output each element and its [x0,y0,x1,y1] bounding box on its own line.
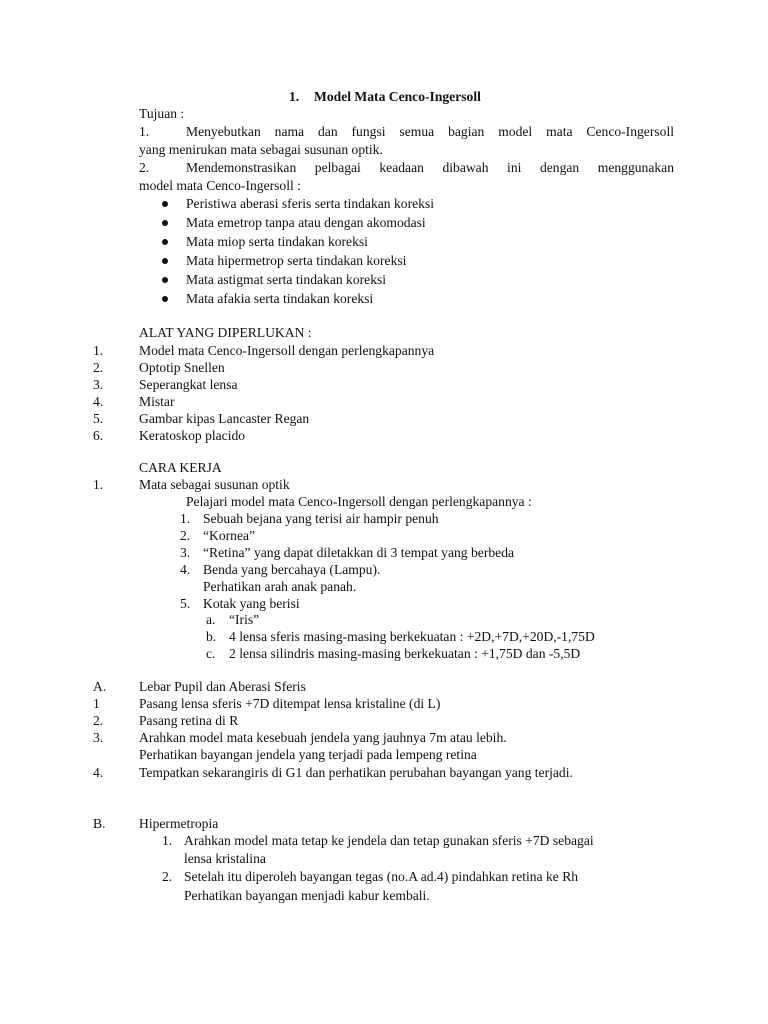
page-title [289,88,481,105]
alat-item-number: 6. [93,428,104,443]
alat-item: Keratoskop placido [139,428,246,443]
bullet-icon [162,201,168,207]
sub-number: a. [206,612,216,627]
bullet-icon [162,296,168,302]
step-number: 4. [180,562,191,577]
step-text: “Kornea” [203,528,256,543]
bullet-item: Mata miop serta tindakan koreksi [186,234,368,249]
alat-item: Gambar kipas Lancaster Regan [139,411,310,426]
section-a-item-number: 1 [93,696,100,711]
section-a-heading: Lebar Pupil dan Aberasi Sferis [139,679,306,694]
alat-item-number: 3. [93,377,104,392]
section-a-item-number: 2. [93,713,104,728]
tujuan-item-line: yang menirukan mata sebagai susunan optik. [139,142,383,157]
section-a-item-number: 4. [93,765,104,780]
alat-item: Optotip Snellen [139,360,225,375]
tujuan-item-line: Mendemonstrasikan pelbagai keadaan dibawah ini dengan menggunakan [186,160,674,175]
section-b-heading: Hipermetropia [139,816,219,831]
cara-heading: CARA KERJA [139,460,222,475]
section-a-item: Tempatkan sekarangiris di G1 dan perhatikan perubahan bayangan yang terjadi. [139,765,573,780]
alat-item-number: 4. [93,394,104,409]
bullet-icon [162,239,168,245]
step-text: Perhatikan arah anak panah. [203,579,357,594]
alat-heading: ALAT YANG DIPERLUKAN : [139,325,312,340]
bullet-item: Mata hipermetrop serta tindakan koreksi [186,253,407,268]
tujuan-item-line: Menyebutkan nama dan fungsi semua bagian model mata Cenco-Ingersoll [186,124,674,139]
tujuan-heading: Tujuan : [139,106,185,121]
sub-text: 4 lensa sferis masing-masing berkekuatan : +2D,+7D,+20D,-1,75D [229,629,595,644]
alat-item: Model mata Cenco-Ingersoll dengan perlengkapannya [139,343,435,358]
alat-item: Seperangkat lensa [139,377,238,392]
step-text: Benda yang bercahaya (Lampu). [203,562,381,577]
step-number: 2. [180,528,191,543]
bullet-item: Mata emetrop tanpa atau dengan akomodasi [186,215,426,230]
cara-intro: Pelajari model mata Cenco-Ingersoll dengan perlengkapannya : [186,494,532,509]
bullet-item: Mata astigmat serta tindakan koreksi [186,272,387,287]
section-b-item: lensa kristalina [184,851,266,866]
section-a-item: Arahkan model mata kesebuah jendela yang jauhnya 7m atau lebih. [139,730,507,745]
alat-item-number: 2. [93,360,104,375]
section-b-item: Arahkan model mata tetap ke jendela dan tetap gunakan sferis +7D sebagai [184,833,594,848]
alat-item-number: 5. [93,411,104,426]
tujuan-item-line: model mata Cenco-Ingersoll : [139,178,301,193]
section-b-item: Setelah itu diperoleh bayangan tegas (no.A ad.4) pindahkan retina ke Rh [184,869,579,884]
step-text: Sebuah bejana yang terisi air hampir penuh [203,511,439,526]
title-text: Model Mata Cenco-Ingersoll [314,89,481,104]
section-b-item-number: 2. [162,869,173,884]
bullet-icon [162,277,168,283]
alat-item: Mistar [139,394,175,409]
section-a-item-number: 3. [93,730,104,745]
bullet-item: Mata afakia serta tindakan koreksi [186,291,374,306]
cara-item: Mata sebagai susunan optik [139,477,290,492]
bullet-icon [162,220,168,226]
title-number: 1. [289,89,300,104]
cara-item-number: 1. [93,477,104,492]
section-a-item: Pasang retina di R [139,713,239,728]
step-text: Kotak yang berisi [203,596,300,611]
section-b-letter: B. [93,816,106,831]
step-number: 1. [180,511,191,526]
section-b-item: Perhatikan bayangan menjadi kabur kembali. [184,888,430,903]
alat-item-number: 1. [93,343,104,358]
section-b-item-number: 1. [162,833,173,848]
section-a-item: Perhatikan bayangan jendela yang terjadi pada lempeng retina [139,747,477,762]
sub-text: 2 lensa silindris masing-masing berkekuatan : +1,75D dan -5,5D [229,646,581,661]
tujuan-item-number: 2. [139,160,150,175]
tujuan-item-number: 1. [139,124,150,139]
step-text: “Retina” yang dapat diletakkan di 3 tempat yang berbeda [203,545,515,560]
section-a-letter: A. [93,679,107,694]
section-a-item: Pasang lensa sferis +7D ditempat lensa kristaline (di L) [139,696,441,711]
sub-number: b. [206,629,217,644]
step-number: 5. [180,596,191,611]
bullet-item: Peristiwa aberasi sferis serta tindakan koreksi [186,196,435,211]
step-number: 3. [180,545,191,560]
sub-text: “Iris” [229,612,260,627]
sub-number: c. [206,646,216,661]
bullet-icon [162,258,168,264]
